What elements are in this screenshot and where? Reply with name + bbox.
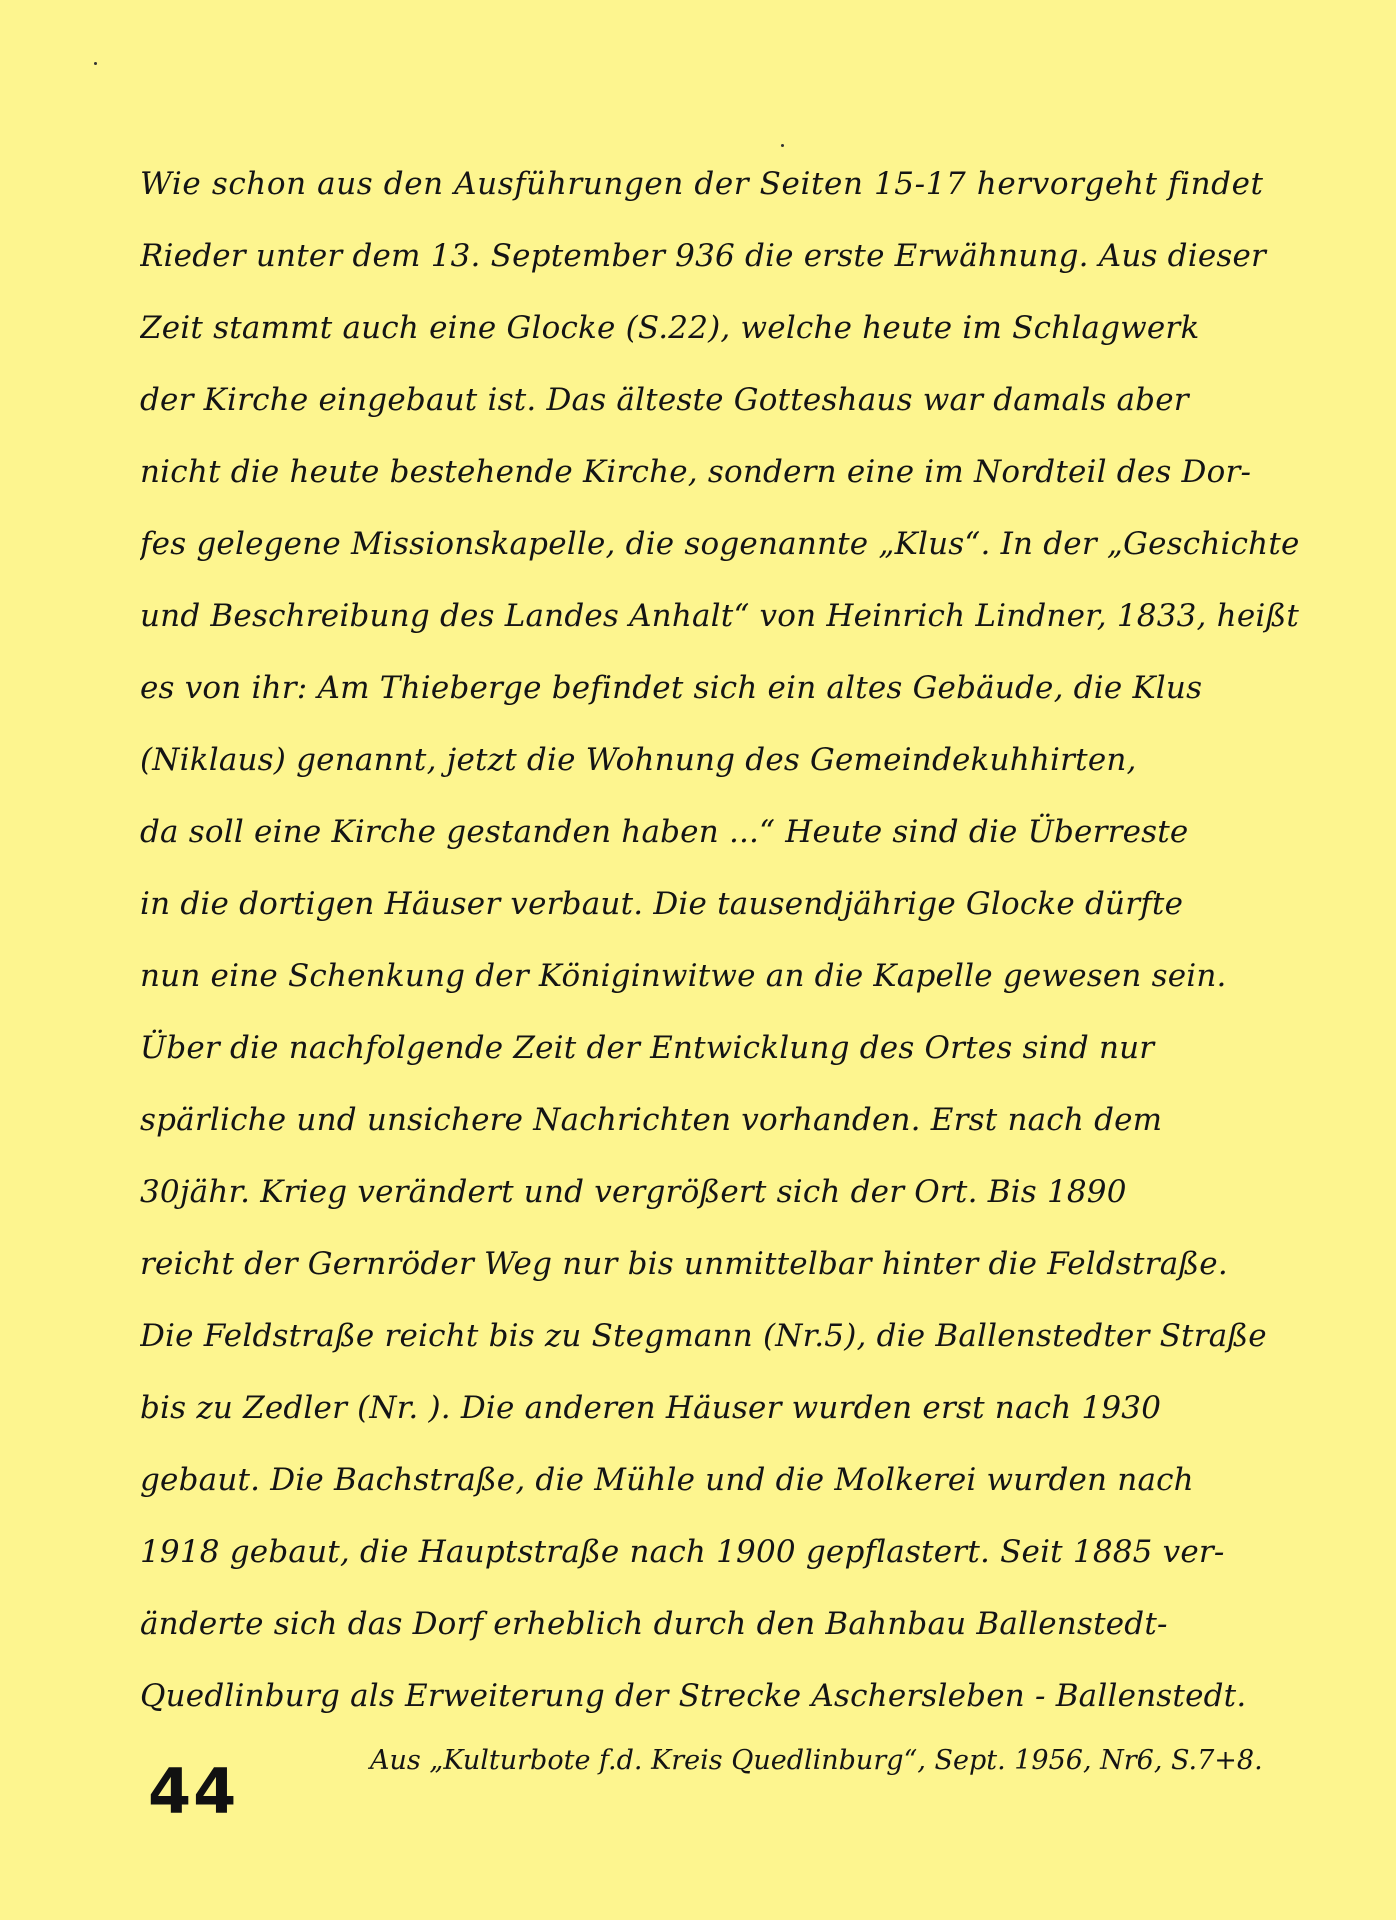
text-line: Über die nachfolgende Zeit der Entwicklung des Ortes sind nur (140, 1030, 1155, 1066)
text-line: und Beschreibung des Landes Anhalt“ von Heinrich Lindner, 1833, heißt (140, 598, 1300, 634)
text-line: spärliche und unsichere Nachrichten vorhanden. Erst nach dem (140, 1102, 1163, 1138)
text-line: reicht der Gernröder Weg nur bis unmittelbar hinter die Feldstraße. (140, 1246, 1228, 1282)
text-line: Die Feldstraße reicht bis zu Stegmann (Nr.5), die Ballenstedter Straße (140, 1318, 1267, 1354)
text-line: Rieder unter dem 13. September 936 die erste Erwähnung. Aus dieser (140, 238, 1267, 274)
text-line: es von ihr: Am Thieberge befindet sich ein altes Gebäude, die Klus (140, 670, 1203, 706)
text-line: nicht die heute bestehende Kirche, sondern eine im Nordteil des Dor- (140, 454, 1252, 490)
text-line: 30jähr. Krieg verändert und vergrößert sich der Ort. Bis 1890 (140, 1174, 1127, 1210)
text-line: änderte sich das Dorf erheblich durch den Bahnbau Ballenstedt- (140, 1606, 1168, 1642)
text-line: Zeit stammt auch eine Glocke (S.22), welche heute im Schlagwerk (140, 310, 1200, 346)
text-line: nun eine Schenkung der Königinwitwe an die Kapelle gewesen sein. (140, 958, 1227, 994)
paper-speck (94, 62, 97, 65)
text-line: Quedlinburg als Erweiterung der Strecke Aschersleben - Ballenstedt. (140, 1678, 1247, 1714)
text-line: Wie schon aus den Ausführungen der Seiten 15-17 hervorgeht findet (140, 166, 1264, 202)
text-line: da soll eine Kirche gestanden haben ...“ Heute sind die Überreste (140, 814, 1189, 850)
paper-speck (781, 144, 784, 147)
text-line: der Kirche eingebaut ist. Das älteste Gotteshaus war damals aber (140, 382, 1189, 418)
text-line: 1918 gebaut, die Hauptstraße nach 1900 gepflastert. Seit 1885 ver- (140, 1534, 1225, 1570)
text-line: (Niklaus) genannt, jetzt die Wohnung des Gemeindekuhhirten, (140, 742, 1137, 778)
page-number: 44 (148, 1755, 239, 1828)
handwritten-text (140, 148, 1380, 1732)
text-line: fes gelegene Missionskapelle, die sogenannte „Klus“. In der „Geschichte (140, 526, 1300, 562)
text-line: in die dortigen Häuser verbaut. Die tausendjährige Glocke dürfte (140, 886, 1184, 922)
text-line: bis zu Zedler (Nr. ). Die anderen Häuser wurden erst nach 1930 (140, 1390, 1162, 1426)
text-line: gebaut. Die Bachstraße, die Mühle und die Molkerei wurden nach (140, 1462, 1194, 1498)
source-citation: Aus „Kulturbote f.d. Kreis Quedlinburg“, Sept. 1956, Nr6, S.7+8. (370, 1745, 1263, 1776)
